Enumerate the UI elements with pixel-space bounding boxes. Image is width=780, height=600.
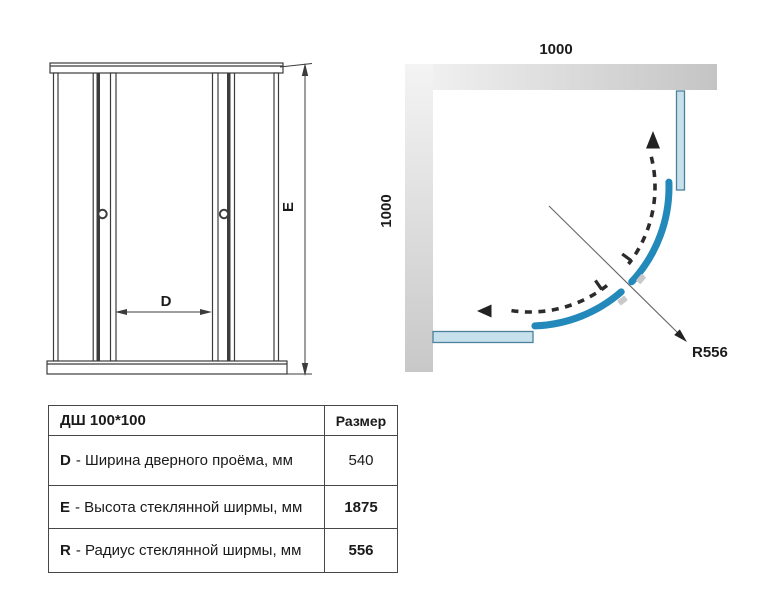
wall-left	[405, 64, 433, 372]
frame-left-post	[54, 73, 59, 361]
glass-panel-bottom	[433, 332, 533, 343]
model-name: ДШ 100*100	[60, 412, 146, 429]
dim-e-ext-top	[280, 64, 312, 68]
size-column-header: Размер	[335, 412, 387, 429]
param-value: 540	[348, 452, 374, 469]
wall-top	[405, 64, 717, 90]
base-tray	[47, 361, 287, 374]
table-row-glass-radius	[49, 528, 397, 572]
right-door-edge	[213, 73, 219, 361]
dim-d-arrow-left	[115, 309, 127, 315]
param-description: - Высота стеклянной ширмы, мм	[75, 498, 303, 516]
param-description: - Радиус стеклянной ширмы, мм	[75, 542, 302, 559]
dim-height	[280, 63, 312, 376]
param-description: - Ширина дверного проёма, мм	[75, 452, 293, 469]
glass-door-arc-upper	[632, 182, 669, 282]
param-value: 556	[348, 542, 374, 559]
spec-table	[48, 405, 398, 573]
door-handle-left	[98, 210, 106, 218]
dim-d-label: D	[160, 293, 172, 310]
param-letter: R	[60, 542, 71, 559]
glass-panel-right	[677, 91, 685, 190]
param-value: 1875	[344, 498, 378, 516]
left-door-edge	[111, 73, 117, 361]
door-handle-right	[220, 210, 228, 218]
frame-right-post	[274, 73, 279, 361]
dim-width-label: 1000	[539, 41, 573, 58]
table-row-glass-height	[49, 485, 397, 528]
dim-door-width	[115, 293, 212, 315]
table-header-row	[49, 406, 397, 435]
dim-e-label: E	[280, 201, 297, 213]
swing-arrow-up	[646, 131, 660, 149]
top-view	[378, 41, 728, 372]
phantom-handle-upper	[622, 254, 631, 261]
table-row-door-width	[49, 435, 397, 485]
dim-d-arrow-right	[200, 309, 212, 315]
door-swing-dashed-upper	[629, 157, 656, 264]
param-letter: E	[60, 498, 71, 516]
frame-top-bar	[50, 63, 283, 73]
swing-arrow-left	[477, 305, 492, 318]
dim-depth-label: 1000	[378, 194, 395, 228]
param-letter: D	[60, 452, 71, 469]
phantom-handle-lower	[595, 280, 601, 289]
radius-label: R556	[692, 344, 728, 361]
glass-door-arc-lower	[535, 292, 621, 326]
front-view	[47, 63, 312, 376]
